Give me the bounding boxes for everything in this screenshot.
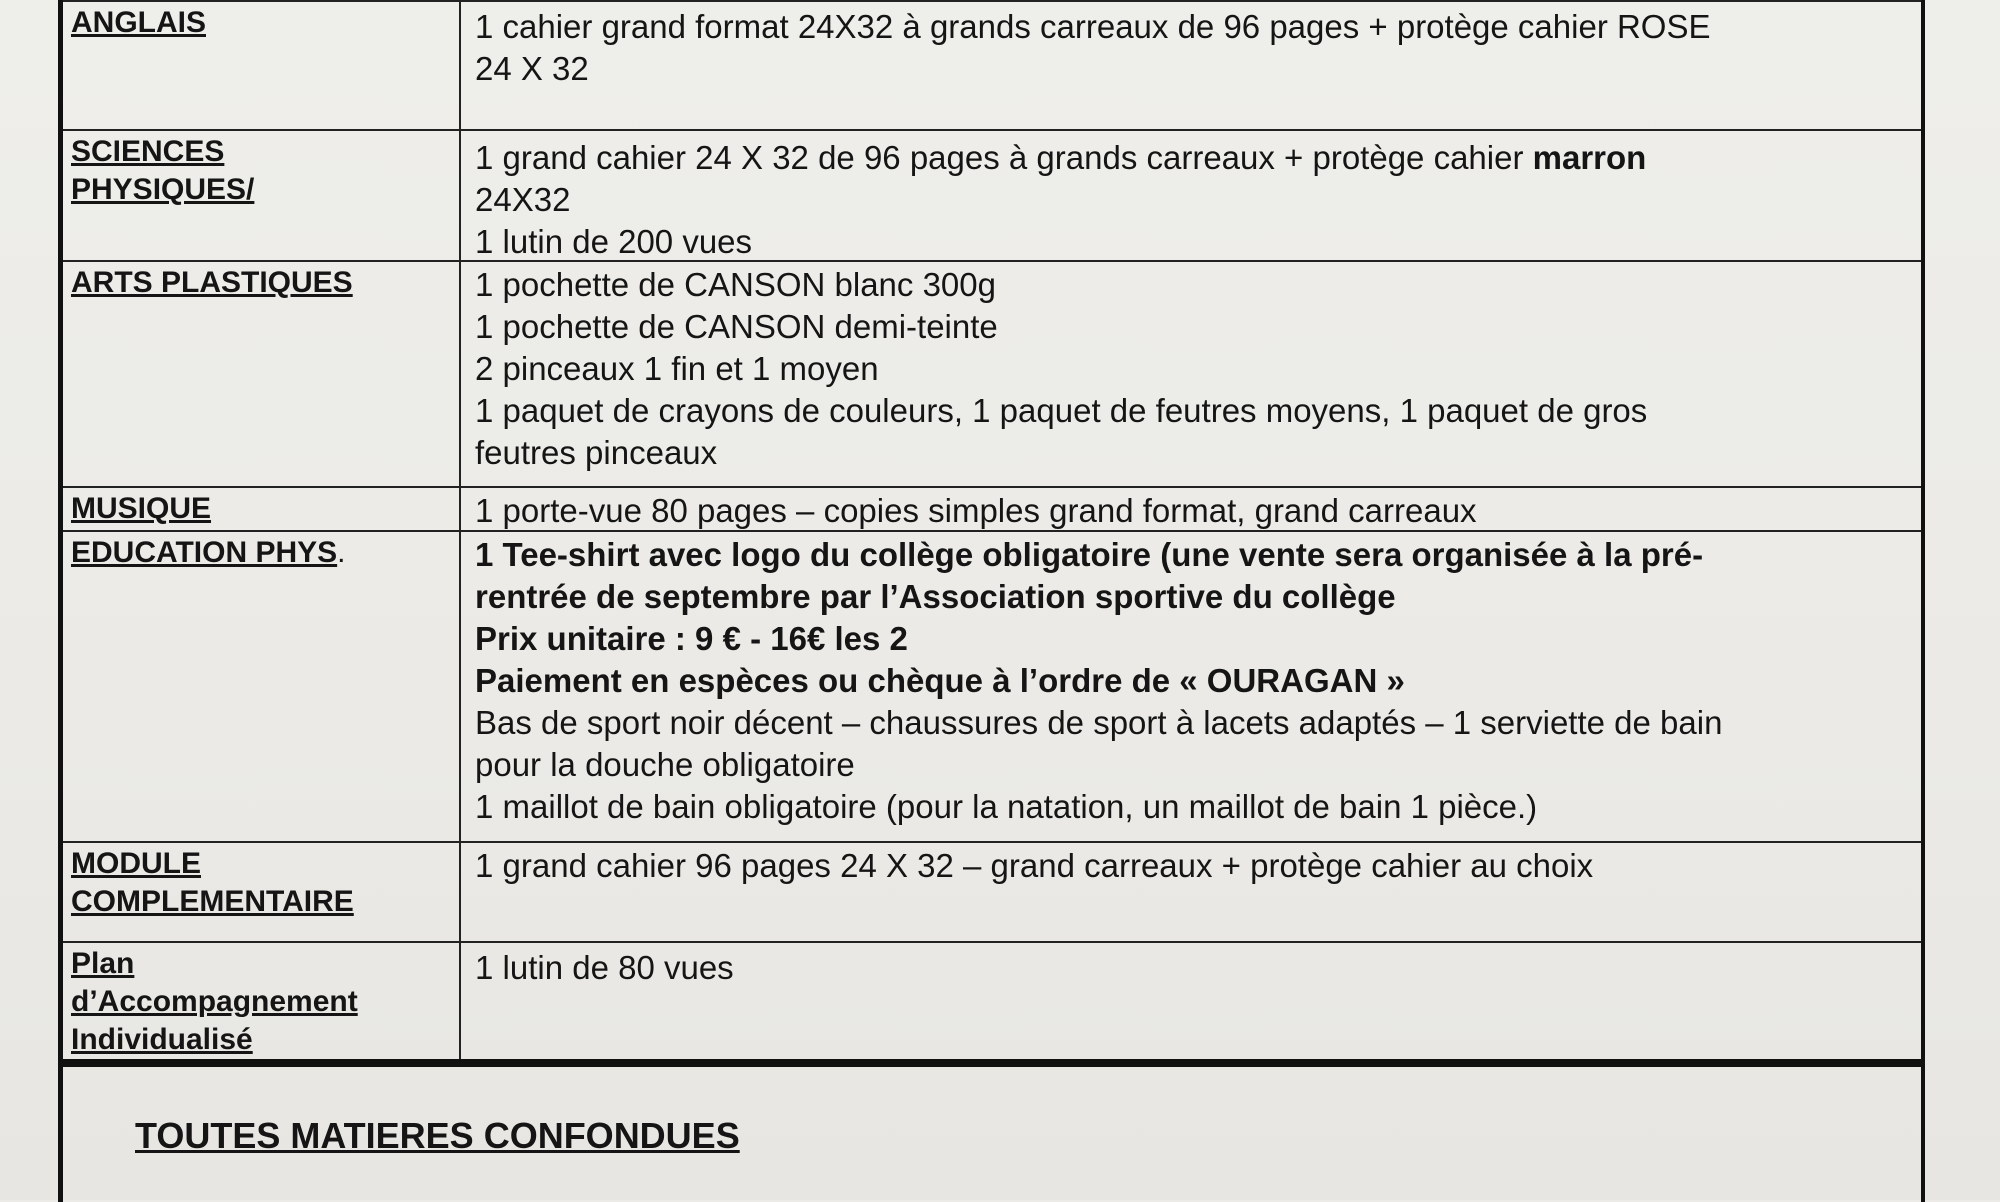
- table-row: [63, 0, 1921, 131]
- supply-line: Prix unitaire : 9 € - 16€ les 2: [475, 620, 908, 657]
- supply-line: feutres pinceaux: [475, 434, 718, 471]
- table-row: [63, 488, 1921, 532]
- subject-label: ARTS PLASTIQUES: [71, 266, 353, 299]
- supply-list-table: [58, 0, 1925, 1063]
- table-row: [63, 843, 1921, 943]
- supply-line: rentrée de septembre par l’Association sportive du collège: [475, 578, 1396, 615]
- supply-line: 1 lutin de 80 vues: [475, 949, 734, 986]
- subject-label: Plan d’Accompagnement Individualisé: [71, 947, 358, 1056]
- supply-line: Paiement en espèces ou chèque à l’ordre de « OURAGAN »: [475, 662, 1405, 699]
- subject-cell: [63, 532, 461, 841]
- subject-cell: [63, 262, 461, 486]
- supplies-cell: [461, 532, 1921, 841]
- supply-line: 1 lutin de 200 vues: [475, 223, 753, 260]
- subject-label: MODULE COMPLEMENTAIRE: [71, 847, 354, 918]
- subject-label: SCIENCES PHYSIQUES/: [71, 135, 255, 206]
- table-row: [63, 532, 1921, 843]
- supply-line: 2 pinceaux 1 fin et 1 moyen: [475, 350, 879, 387]
- subject-cell: [63, 943, 461, 1059]
- supplies-cell: [461, 131, 1921, 260]
- supply-line: 1 grand cahier 96 pages 24 X 32 – grand carreaux + protège cahier au choix: [475, 847, 1594, 884]
- subject-cell: [63, 131, 461, 260]
- general-supplies-section: [58, 1062, 1925, 1202]
- subject-cell: [63, 488, 461, 530]
- supplies-cell: [461, 843, 1921, 941]
- subject-label: EDUCATION PHYS: [71, 536, 338, 569]
- subject-cell: [63, 2, 461, 129]
- table-row: [63, 262, 1921, 488]
- subject-cell: [63, 843, 461, 941]
- supplies-cell: [461, 488, 1921, 530]
- supply-color-emphasis: marron: [1532, 139, 1647, 176]
- supply-line: 1 porte-vue 80 pages – copies simples grand format, grand carreaux: [475, 492, 1477, 529]
- subject-label: ANGLAIS: [71, 6, 206, 39]
- supplies-cell: [461, 943, 1921, 1059]
- supply-line: [475, 137, 1911, 179]
- supply-line: 1 Tee-shirt avec logo du collège obligatoire (une vente sera organisée à la pré-: [475, 536, 1704, 573]
- supply-line: 24X32: [475, 181, 571, 218]
- supplies-cell: [461, 2, 1921, 129]
- supply-line: 1 paquet de crayons de couleurs, 1 paquet de feutres moyens, 1 paquet de gros: [475, 392, 1648, 429]
- supply-line: 24 X 32: [475, 50, 589, 87]
- section-title: TOUTES MATIERES CONFONDUES: [135, 1115, 740, 1156]
- table-row: [63, 943, 1921, 1063]
- supply-line: 1 maillot de bain obligatoire (pour la natation, un maillot de bain 1 pièce.): [475, 788, 1538, 825]
- supply-line: 1 pochette de CANSON demi-teinte: [475, 308, 998, 345]
- supply-text: 1 grand cahier 24 X 32 de 96 pages à grands carreaux + protège cahier: [475, 139, 1533, 176]
- supply-line: 1 cahier grand format 24X32 à grands carreaux de 96 pages + protège cahier ROSE: [475, 8, 1711, 45]
- supply-line: Bas de sport noir décent – chaussures de sport à lacets adaptés – 1 serviette de bain: [475, 704, 1723, 741]
- subject-trailing-period: .: [337, 536, 346, 569]
- supply-line: pour la douche obligatoire: [475, 746, 855, 783]
- supply-line: 1 pochette de CANSON blanc 300g: [475, 266, 996, 303]
- subject-label: MUSIQUE: [71, 492, 212, 525]
- table-row: [63, 131, 1921, 262]
- supplies-cell: [461, 262, 1921, 486]
